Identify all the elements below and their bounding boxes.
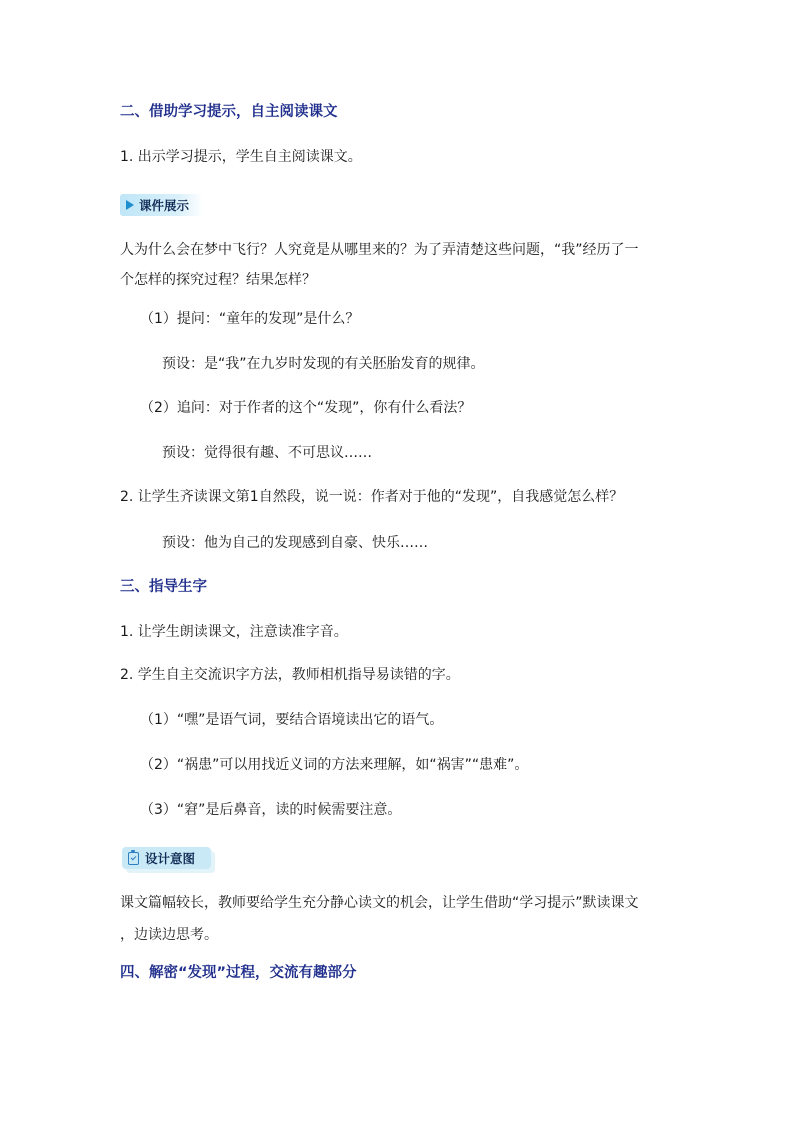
list-item: 2. 学生自主交流识字方法，教师相机指导易读错的字。 [120, 667, 460, 683]
section-heading-3: 三、指导生字 [120, 579, 207, 595]
question-item: （2）追问：对于作者的这个“发现”，你有什么看法？ [140, 400, 472, 416]
section-heading-4: 四、解密“发现”过程，交流有趣部分 [120, 965, 357, 981]
courseware-tag-label: 课件展示 [139, 198, 190, 213]
list-item: 1. 让学生朗读课文，注意读准字音。 [120, 624, 348, 640]
character-note: （3）“窘”是后鼻音，读的时候需要注意。 [140, 802, 402, 818]
list-item: 1. 出示学习提示，学生自主阅读课文。 [120, 149, 362, 165]
character-note: （1）“嘿”是语气词，要结合语境读出它的语气。 [140, 712, 444, 728]
list-item: 2. 让学生齐读课文第1自然段，说一说：作者对于他的“发现”，自我感觉怎么样？ [120, 489, 624, 505]
question-item: （1）提问：“童年的发现”是什么？ [140, 311, 360, 327]
paragraph-line: 人为什么会在梦中飞行？人究竟是从哪里来的？为了弄清楚这些问题，“我”经历了一 [120, 242, 639, 258]
answer-item: 预设：是“我”在九岁时发现的有关胚胎发育的规律。 [162, 356, 485, 372]
courseware-tag [120, 194, 203, 216]
play-icon [126, 200, 134, 210]
paragraph-line: 个怎样的探究过程？结果怎样？ [120, 272, 316, 288]
character-note: （2）“祸患”可以用找近义词的方法来理解，如“祸害”“患难”。 [140, 757, 529, 773]
answer-item: 预设：他为自己的发现感到自豪、快乐…… [162, 535, 428, 551]
clipboard-check-icon [128, 852, 139, 865]
section-heading-2: 二、借助学习提示，自主阅读课文 [120, 104, 338, 120]
paragraph-line: 课文篇幅较长，教师要给学生充分静心读文的机会，让学生借助“学习提示”默读课文 [120, 895, 639, 911]
design-intent-tag [122, 847, 211, 869]
paragraph-line: ，边读边思考。 [120, 927, 218, 943]
answer-item: 预设：觉得很有趣、不可思议…… [162, 445, 372, 461]
design-intent-tag-label: 设计意图 [145, 851, 196, 866]
